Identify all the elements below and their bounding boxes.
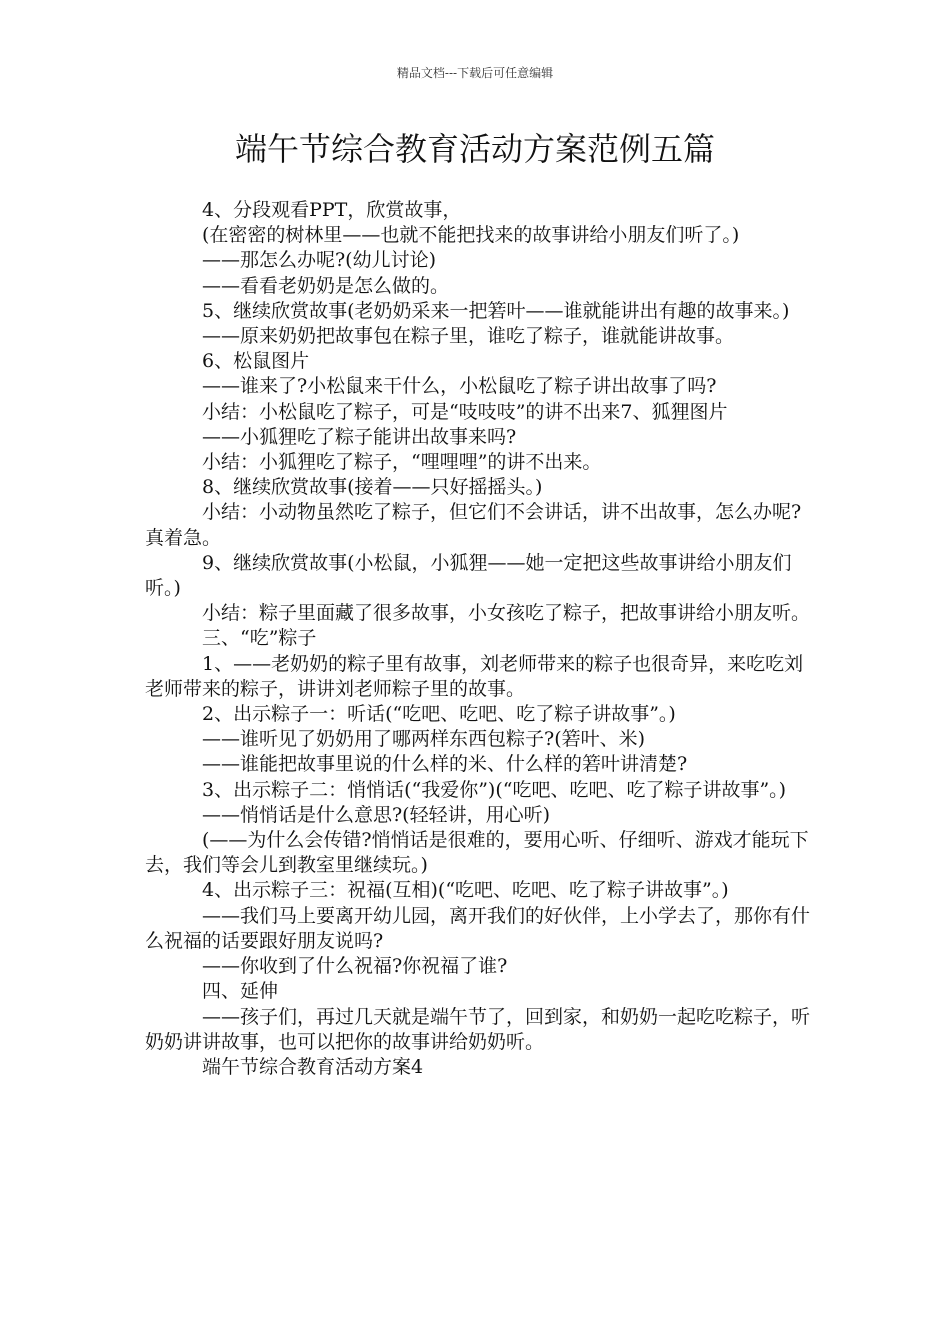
paragraph: ——小狐狸吃了粽子能讲出故事来吗?	[202, 425, 517, 448]
paragraph: ——谁听见了奶奶用了哪两样东西包粽子?(箬叶、米)	[202, 728, 646, 751]
paragraph: 2、出示粽子一：听话(“吃吧、吃吧、吃了粽子讲故事”。)	[202, 703, 676, 726]
paragraph: 4、出示粽子三：祝福(互相)(“吃吧、吃吧、吃了粽子讲故事”。)	[202, 879, 729, 902]
paragraph: ——悄悄话是什么意思?(轻轻讲，用心听)	[202, 803, 551, 826]
paragraph: 9、继续欣赏故事(小松鼠，小狐狸——她一定把这些故事讲给小朋友们听。)	[145, 551, 792, 600]
paragraph: ——原来奶奶把故事包在粽子里，谁吃了粽子，谁就能讲故事。	[202, 325, 735, 348]
paragraph: ——那怎么办呢?(幼儿讨论)	[202, 249, 437, 272]
paragraph: 端午节综合教育活动方案4	[202, 1055, 424, 1078]
paragraph: (在密密的树林里——也就不能把找来的故事讲给小朋友们听了。)	[202, 224, 740, 247]
paragraph: ——你收到了什么祝福?你祝福了谁?	[202, 955, 508, 978]
document-body	[145, 198, 815, 1080]
paragraph: 小结：小松鼠吃了粽子，可是“吱吱吱”的讲不出来7、狐狸图片	[202, 400, 728, 423]
paragraph: 4、分段观看PPT，欣赏故事，	[202, 199, 462, 221]
paragraph: (——为什么会传错?悄悄话是很难的，要用心听、仔细听、游戏才能玩下去，我们等会儿到教室里继续玩。)	[145, 829, 809, 877]
document-title: 端午节综合教育活动方案范例五篇	[234, 130, 715, 168]
paragraph: 8、继续欣赏故事(接着——只好摇摇头。)	[202, 476, 543, 499]
paragraph: ——孩子们，再过几天就是端午节了，回到家，和奶奶一起吃吃粽子，听奶奶讲讲故事，也可以把你的故事讲给奶奶听。	[145, 1005, 811, 1053]
paragraph: ——谁来了?小松鼠来干什么，小松鼠吃了粽子讲出故事了吗?	[202, 375, 717, 398]
page-header-note: 精品文档---下载后可任意编辑	[396, 66, 554, 80]
paragraph: 5、继续欣赏故事(老奶奶采来一把箬叶——谁就能讲出有趣的故事来。)	[202, 299, 790, 322]
paragraph: ——我们马上要离开幼儿园，离开我们的好伙伴，上小学去了，那你有什么祝福的话要跟好朋友说吗?	[145, 904, 811, 952]
paragraph: 小结：小狐狸吃了粽子，“哩哩哩”的讲不出来。	[202, 451, 602, 474]
paragraph: 6、松鼠图片	[202, 350, 310, 373]
paragraph: 小结：粽子里面藏了很多故事，小女孩吃了粽子，把故事讲给小朋友听。	[202, 602, 811, 625]
paragraph: 3、出示粽子二：悄悄话(“我爱你”)(“吃吧、吃吧、吃了粽子讲故事”。)	[202, 778, 787, 801]
section-heading: 四、延伸	[202, 980, 279, 1003]
paragraph: 1、——老奶奶的粽子里有故事，刘老师带来的粽子也很奇异，来吃吃刘老师带来的粽子，讲讲刘老师粽子里的故事。	[145, 652, 804, 700]
section-heading: 三、“吃”粽子	[202, 627, 317, 650]
paragraph: 小结：小动物虽然吃了粽子，但它们不会讲话，讲不出故事，怎么办呢?真着急。	[145, 501, 802, 549]
paragraph: ——谁能把故事里说的什么样的米、什么样的箬叶讲清楚?	[202, 753, 688, 776]
paragraph: ——看看老奶奶是怎么做的。	[202, 274, 450, 297]
